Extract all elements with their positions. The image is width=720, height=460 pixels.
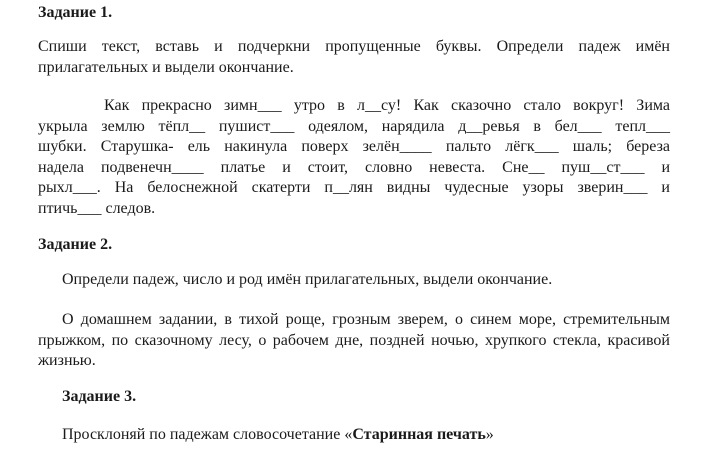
task3-heading: Задание 3. (62, 388, 137, 405)
task2-text: О домашнем задании, в тихой роще, грозным зверем, о синем море, стремительным прыжком, по сказочному лесу, о рабочем дне, поздней ночью, хрупкого стекла, красивой жизнью. (38, 311, 670, 370)
task1-text-line: надела подвенечн____ платье и стоит, словно невеста. Сне__ пуш__ст___ и (38, 158, 670, 176)
task1-text-line: Как прекрасно зимн___ утро в л__су! Как сказочно стало вокруг! Зима (104, 97, 670, 114)
task2-instruction: Определи падеж, число и род имён прилагательных, выдели окончание. (62, 271, 553, 288)
task1-text-line: укрыла землю тёпл__ пушист___ одеялом, нарядила д__ревья в бел___ тепл___ (38, 117, 670, 135)
task1-text-line: шубки. Старушка- ель накинула поверх зелён____ пальто лёгк___ шаль; береза (38, 138, 670, 156)
task3-instruction-suffix: » (485, 426, 494, 443)
task1-heading: Задание 1. (38, 4, 113, 21)
task1-text-line: птичь___ следов. (38, 199, 156, 217)
task3-phrase: Старинная печать (352, 426, 486, 443)
task1-instruction: Спиши текст, вставь и подчеркни пропущенные буквы. Определи падеж имён прилагательных и выдели окончание. (38, 38, 670, 76)
task3-instruction (62, 425, 494, 446)
task1-text (38, 96, 670, 220)
task1-text-line: рыхл___. На белоснежной скатерти п__лян видны чудесные узоры зверин___ и (38, 179, 670, 197)
task3-instruction-prefix: Просклоняй по падежам словосочетание « (62, 426, 353, 443)
task2-heading: Задание 2. (38, 236, 113, 253)
